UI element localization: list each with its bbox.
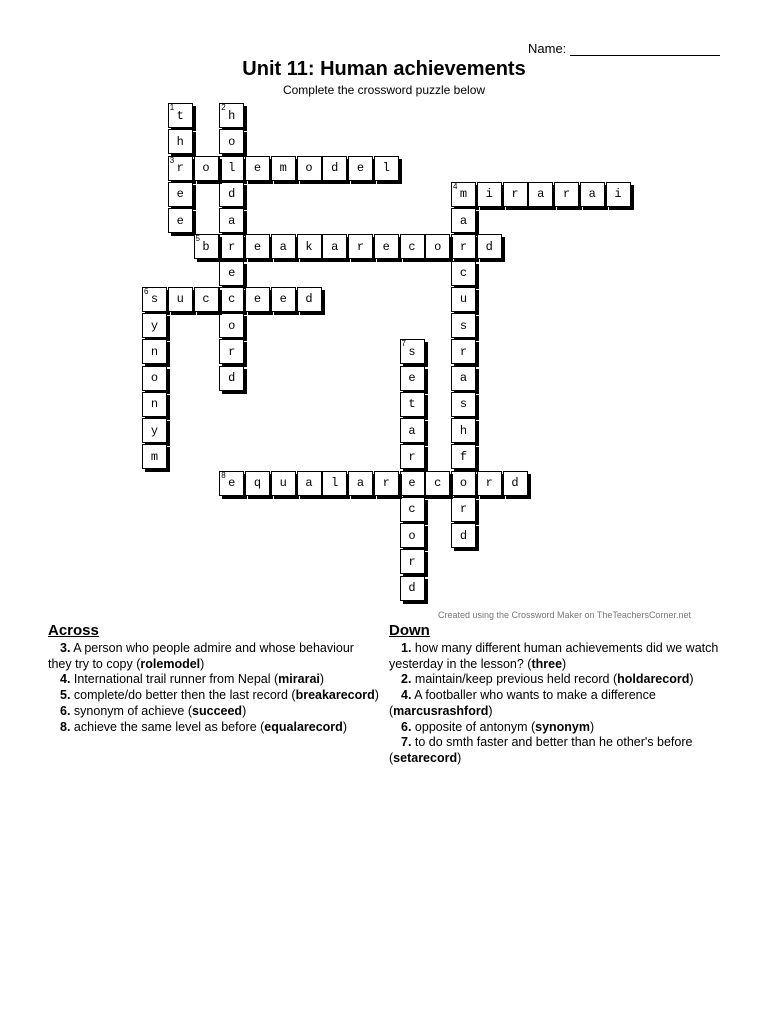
clue-answer: equalarecord: [264, 719, 343, 734]
crossword-cell[interactable]: [374, 156, 399, 181]
cell-letter: o: [150, 371, 159, 385]
crossword-cell[interactable]: [219, 287, 244, 312]
cell-letter: u: [176, 292, 184, 307]
cell-letter: d: [305, 292, 313, 307]
cell-letter: e: [253, 292, 262, 307]
crossword-cell[interactable]: [400, 339, 425, 364]
clue-text: maintain/keep previous held record (: [411, 672, 618, 687]
crossword-cell[interactable]: [606, 182, 631, 207]
crossword-cell[interactable]: [477, 234, 502, 259]
cell-letter: r: [511, 187, 519, 202]
clue-text: achieve the same level as before (: [70, 719, 265, 734]
cell-letter: d: [408, 581, 416, 595]
crossword-cell[interactable]: [451, 182, 476, 207]
crossword-cell[interactable]: [451, 444, 476, 469]
cell-letter: m: [459, 187, 468, 202]
clue-end: ): [562, 656, 567, 671]
cell-letter: e: [356, 161, 365, 175]
clue-number: 4: [453, 181, 458, 191]
cell-letter: a: [408, 423, 416, 438]
crossword-cell[interactable]: [400, 549, 425, 574]
crossword-cell[interactable]: [168, 156, 193, 181]
crossword-cell[interactable]: [348, 156, 373, 181]
crossword-cell[interactable]: [245, 234, 270, 259]
clue-num: 4.: [60, 672, 71, 687]
crossword-cell[interactable]: [297, 234, 322, 259]
cell-letter: e: [253, 239, 262, 254]
crossword-cell[interactable]: [374, 234, 399, 259]
crossword-cell[interactable]: [374, 471, 399, 496]
cell-letter: e: [228, 476, 236, 490]
crossword-cell[interactable]: [322, 471, 347, 496]
cell-letter: c: [408, 502, 416, 517]
across-clue: [48, 672, 380, 688]
cell-letter: u: [279, 476, 287, 490]
cell-letter: l: [228, 161, 236, 175]
crossword-cell[interactable]: [271, 156, 296, 181]
across-clue: [48, 720, 380, 736]
cell-letter: q: [253, 476, 262, 490]
clue-text: International trail runner from Nepal (: [70, 672, 279, 687]
clue-end: ): [319, 672, 325, 687]
cell-letter: o: [305, 161, 313, 175]
clue-end: ): [488, 703, 493, 718]
cell-letter: d: [228, 187, 236, 202]
crossword-cell[interactable]: [168, 129, 193, 154]
cell-letter: r: [382, 476, 390, 490]
cell-letter: a: [228, 213, 236, 228]
cell-letter: r: [356, 239, 365, 254]
clue-end: ): [342, 719, 347, 734]
crossword-cell[interactable]: [451, 261, 476, 286]
crossword-cell[interactable]: [451, 471, 476, 496]
cell-letter: d: [331, 161, 339, 175]
page-subtitle: Complete the crossword puzzle below: [282, 83, 486, 97]
clue-num: 5.: [60, 688, 71, 703]
cell-letter: y: [150, 423, 159, 438]
cell-letter: c: [202, 292, 210, 307]
cell-letter: s: [150, 292, 159, 307]
crossword-cell[interactable]: [142, 366, 167, 391]
clue-num: 7.: [401, 735, 412, 750]
crossword-cell[interactable]: [219, 366, 244, 391]
crossword-cell[interactable]: [400, 471, 425, 496]
clue-num: 6.: [60, 703, 71, 718]
crossword-cell[interactable]: [142, 444, 167, 469]
down-clue: [389, 672, 719, 688]
cell-letter: n: [150, 344, 159, 359]
cell-letter: c: [228, 292, 236, 307]
crossword-cell[interactable]: [400, 444, 425, 469]
clue-answer: succeed: [192, 703, 243, 718]
crossword-cell[interactable]: [297, 471, 322, 496]
across-heading: Across: [48, 622, 99, 639]
cell-letter: o: [459, 476, 468, 490]
crossword-cell[interactable]: [477, 182, 502, 207]
crossword-cell[interactable]: [425, 234, 450, 259]
crossword-cell[interactable]: [219, 313, 244, 338]
clue-num: 4.: [401, 688, 412, 703]
crossword-cell[interactable]: [503, 182, 528, 207]
crossword-cell[interactable]: [271, 471, 296, 496]
crossword-cell[interactable]: [322, 234, 347, 259]
cell-letter: k: [305, 239, 313, 254]
crossword-cell[interactable]: [219, 156, 244, 181]
clue-end: ): [374, 688, 379, 703]
crossword-cell[interactable]: [297, 287, 322, 312]
cell-letter: r: [228, 239, 236, 254]
clue-answer: synonym: [535, 719, 591, 734]
crossword-cell[interactable]: [554, 182, 579, 207]
across-clue: [48, 688, 380, 704]
clue-number: 6: [144, 286, 149, 296]
cell-letter: r: [562, 187, 571, 202]
crossword-cell[interactable]: [219, 208, 244, 233]
cell-letter: o: [202, 161, 210, 175]
clue-answer: breakarecord: [295, 688, 375, 703]
down-clue-list: [389, 641, 719, 767]
cell-letter: r: [459, 344, 468, 359]
crossword-cell[interactable]: [219, 182, 244, 207]
cell-letter: y: [150, 318, 159, 333]
crossword-cell[interactable]: [142, 313, 167, 338]
cell-letter: e: [228, 266, 236, 280]
crossword-cell[interactable]: [451, 313, 476, 338]
cell-letter: e: [382, 239, 390, 254]
crossword-cell[interactable]: [400, 234, 425, 259]
cell-letter: h: [176, 134, 184, 149]
down-heading: Down: [389, 622, 430, 639]
cell-letter: o: [228, 318, 236, 333]
clue-text: how many different human achievements did we watch yesterday in the lesson? (: [389, 641, 719, 671]
cell-letter: o: [228, 134, 236, 149]
cell-letter: s: [459, 318, 468, 333]
clue-number: 8: [221, 470, 226, 480]
crossword-cell[interactable]: [245, 471, 270, 496]
clue-number: 3: [169, 155, 175, 165]
crossword-cell[interactable]: [451, 392, 476, 417]
crossword-cell[interactable]: [168, 287, 193, 312]
cell-letter: u: [459, 292, 468, 307]
clue-number: 2: [221, 103, 226, 112]
clue-end: ): [457, 750, 462, 765]
across-clue: [48, 641, 380, 672]
clue-num: 6.: [401, 719, 412, 734]
crossword-cell[interactable]: [219, 471, 244, 496]
cell-letter: m: [150, 449, 159, 464]
clue-num: 1.: [401, 641, 412, 655]
crossword-cell[interactable]: [219, 339, 244, 364]
cell-letter: l: [382, 161, 390, 175]
clue-text: opposite of antonym (: [411, 719, 536, 734]
name-label: Name:: [528, 41, 567, 56]
cell-letter: d: [511, 476, 519, 490]
clue-answer: mirarai: [278, 672, 320, 687]
crossword-cell[interactable]: [219, 129, 244, 154]
cell-letter: d: [485, 239, 493, 254]
cell-letter: r: [408, 449, 416, 464]
clue-answer: holdarecord: [617, 672, 690, 687]
crossword-cell[interactable]: [194, 234, 219, 259]
crossword-cell[interactable]: [580, 182, 605, 207]
crossword-cell[interactable]: [168, 103, 193, 128]
clue-num: 2.: [401, 672, 412, 687]
cell-letter: h: [228, 108, 236, 123]
clue-answer: three: [531, 656, 563, 671]
clue-end: ): [689, 672, 694, 687]
page-title: Unit 11: Human achievements: [242, 58, 526, 80]
clue-answer: rolemodel: [140, 656, 201, 671]
crossword-cell[interactable]: [451, 366, 476, 391]
crossword-cell[interactable]: [451, 497, 476, 522]
down-clue: [389, 720, 719, 736]
crossword-cell[interactable]: [297, 156, 322, 181]
cell-letter: e: [279, 292, 287, 307]
crossword-cell[interactable]: [451, 287, 476, 312]
crossword-cell[interactable]: [503, 471, 528, 496]
clue-end: ): [242, 703, 247, 718]
cell-letter: c: [434, 476, 442, 490]
crossword-cell[interactable]: [348, 471, 373, 496]
clue-number: 5: [195, 234, 200, 244]
crossword-cell[interactable]: [142, 392, 167, 417]
cell-letter: d: [228, 371, 236, 385]
crossword-cell[interactable]: [400, 392, 425, 417]
crossword-cell[interactable]: [451, 234, 476, 259]
cell-letter: r: [408, 554, 416, 569]
crossword-cell[interactable]: [142, 418, 167, 443]
crossword-cell[interactable]: [348, 234, 373, 259]
clue-text: to do smth faster and better than he other's before (: [389, 735, 693, 765]
cell-letter: a: [331, 239, 339, 254]
cell-letter: l: [331, 476, 339, 490]
down-clue: [389, 641, 719, 672]
crossword-cell[interactable]: [219, 261, 244, 286]
cell-letter: r: [459, 239, 468, 254]
cell-letter: e: [176, 187, 184, 202]
crossword-cell[interactable]: [142, 339, 167, 364]
cell-letter: c: [459, 266, 468, 280]
crossword-cell[interactable]: [271, 287, 296, 312]
cell-letter: d: [459, 528, 468, 543]
cell-letter: a: [356, 476, 365, 490]
credit-text: Created using the Crossword Maker on TheTeachersCorner.net: [438, 610, 691, 620]
clue-text: A footballer who wants to make a difference (: [389, 688, 656, 718]
crossword-cell[interactable]: [245, 287, 270, 312]
cell-letter: a: [459, 213, 468, 228]
crossword-cell[interactable]: [219, 234, 244, 259]
cell-letter: a: [459, 371, 468, 385]
clue-end: ): [590, 719, 595, 734]
crossword-cell[interactable]: [451, 418, 476, 443]
cell-letter: f: [459, 449, 468, 464]
cell-letter: r: [459, 502, 468, 517]
cell-letter: e: [253, 161, 262, 175]
clue-text: synonym of achieve (: [70, 703, 193, 718]
cell-letter: a: [279, 239, 287, 254]
clue-answer: marcusrashford: [393, 703, 489, 718]
cell-letter: a: [588, 187, 596, 202]
crossword-cell[interactable]: [477, 471, 502, 496]
cell-letter: i: [614, 187, 622, 202]
crossword-cell[interactable]: [400, 418, 425, 443]
cell-letter: i: [485, 187, 493, 202]
clue-num: 8.: [60, 719, 71, 734]
crossword-cell[interactable]: [142, 287, 167, 312]
cell-letter: o: [434, 239, 442, 254]
crossword-cell[interactable]: [168, 182, 193, 207]
cell-letter: s: [408, 344, 416, 359]
cell-letter: e: [408, 476, 416, 490]
crossword-cell[interactable]: [400, 366, 425, 391]
cell-letter: t: [408, 397, 416, 412]
cell-letter: r: [228, 344, 236, 359]
crossword-cell[interactable]: [528, 182, 553, 207]
cell-letter: a: [537, 187, 545, 202]
cell-letter: a: [305, 476, 313, 490]
crossword-cell[interactable]: [322, 156, 347, 181]
crossword-cell[interactable]: [219, 103, 244, 128]
crossword-cell[interactable]: [194, 287, 219, 312]
crossword-cell[interactable]: [245, 156, 270, 181]
crossword-cell[interactable]: [451, 339, 476, 364]
crossword-cell[interactable]: [451, 208, 476, 233]
clue-num: 3.: [60, 641, 71, 655]
cell-letter: e: [408, 371, 416, 385]
cell-letter: c: [408, 239, 416, 254]
cell-letter: m: [279, 161, 287, 175]
clue-end: ): [200, 656, 205, 671]
down-clue: [389, 735, 719, 766]
crossword-cell[interactable]: [168, 208, 193, 233]
clue-answer: setarecord: [393, 750, 458, 765]
cell-letter: n: [150, 397, 159, 412]
cell-letter: e: [176, 213, 184, 228]
cell-letter: b: [202, 239, 210, 254]
cell-letter: r: [485, 476, 493, 490]
crossword-cell[interactable]: [400, 523, 425, 548]
crossword-cell[interactable]: [400, 576, 425, 601]
crossword-cell[interactable]: [451, 523, 476, 548]
cell-letter: o: [408, 528, 416, 543]
cell-letter: t: [176, 108, 184, 123]
crossword-cell[interactable]: [400, 497, 425, 522]
clue-text: complete/do better then the last record (: [70, 688, 296, 703]
crossword-cell[interactable]: [271, 234, 296, 259]
down-clue: [389, 688, 719, 719]
across-clue-list: [48, 641, 380, 735]
crossword-cell[interactable]: [425, 471, 450, 496]
cell-letter: h: [459, 423, 468, 438]
across-clue: [48, 704, 380, 720]
clue-number: 1: [169, 103, 175, 112]
crossword-cell[interactable]: [194, 156, 219, 181]
clue-number: 7: [401, 339, 406, 349]
cell-letter: r: [176, 161, 184, 175]
clue-text: A person who people admire and whose behaviour they try to copy (: [48, 641, 354, 671]
cell-letter: s: [459, 397, 468, 412]
